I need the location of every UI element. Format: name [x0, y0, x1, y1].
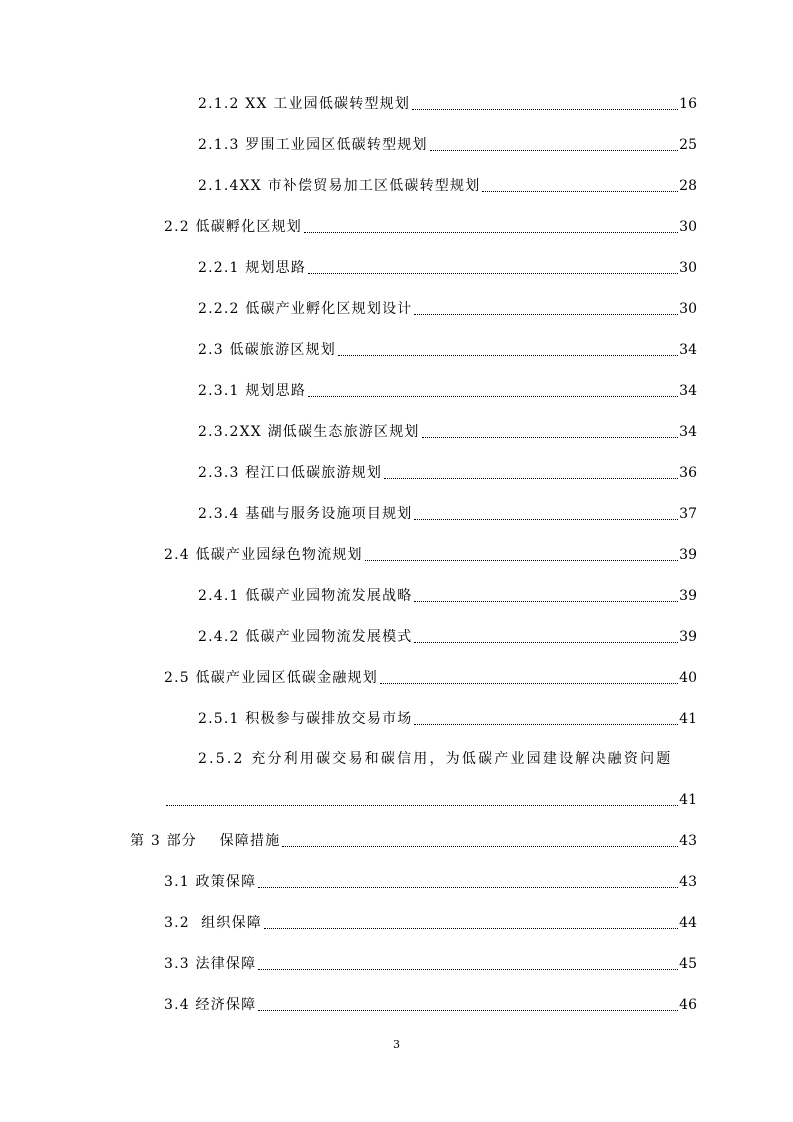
toc-entry-page: 40: [679, 670, 697, 686]
toc-entry-title: 2.3.3 程江口低碳旅游规划: [198, 465, 383, 481]
toc-entry[interactable]: [198, 338, 697, 362]
toc-entry-page: 39: [679, 629, 697, 645]
toc-entry-title: 2.3.1 规划思路: [198, 383, 307, 399]
toc-entry-title: 3.1 政策保障: [164, 874, 257, 890]
dot-leader: [304, 232, 678, 233]
toc-entry-title: 2.2 低碳孵化区规划: [164, 219, 302, 235]
toc-entry-page: 30: [679, 219, 697, 235]
dot-leader: [258, 969, 678, 970]
toc-entry[interactable]: [198, 625, 697, 649]
toc-entry-page: 43: [679, 833, 697, 849]
dot-leader: [365, 560, 678, 561]
toc-entry-title: 2.3.4 基础与服务设施项目规划: [198, 506, 413, 522]
toc-entry-title: 2.2.1 规划思路: [198, 260, 307, 276]
toc-entry[interactable]: [198, 461, 697, 485]
dot-leader: [414, 601, 678, 602]
toc-entry-title: 2.3 低碳旅游区规划: [198, 342, 336, 358]
toc-entry[interactable]: [198, 420, 697, 444]
toc-entry-page: 34: [679, 424, 697, 440]
dot-leader: [414, 724, 678, 725]
dot-leader: [430, 150, 679, 151]
dot-leader: [338, 355, 678, 356]
toc-entry-title: 2.3.2XX 湖低碳生态旅游区规划: [198, 424, 420, 440]
toc-entry-title: 2.1.2 XX 工业园低碳转型规划: [198, 96, 411, 112]
toc-entry-page: 28: [679, 178, 697, 194]
dot-leader: [258, 887, 678, 888]
toc-entry[interactable]: [164, 543, 697, 567]
toc-entry[interactable]: [198, 707, 697, 731]
toc-entry-page: 44: [679, 915, 697, 931]
dot-leader: [414, 642, 678, 643]
toc-entry[interactable]: [164, 215, 697, 239]
toc-entry-page: 36: [679, 465, 697, 481]
toc-entry-page: 39: [679, 547, 697, 563]
toc-entry-page: 34: [679, 383, 697, 399]
toc-entry-page: 25: [679, 137, 697, 153]
dot-leader: [264, 928, 678, 929]
toc-entry[interactable]: [198, 297, 697, 321]
toc-entry[interactable]: [198, 584, 697, 608]
toc-entry-title: 2.4.2 低碳产业园物流发展模式: [198, 629, 413, 645]
toc-entry-title: 3.3 法律保障: [164, 956, 257, 972]
dot-leader: [384, 478, 678, 479]
page-number: 3: [393, 1038, 400, 1051]
toc-entry[interactable]: [164, 870, 697, 894]
toc-entry[interactable]: [198, 256, 697, 280]
dot-leader: [412, 109, 678, 110]
toc-entry-title: 2.4 低碳产业园绿色物流规划: [164, 547, 363, 563]
dot-leader: [482, 191, 678, 192]
toc-entry-title: 2.5 低碳产业园区低碳金融规划: [164, 670, 378, 686]
dot-leader: [414, 314, 678, 315]
toc-entry-page: 43: [679, 874, 697, 890]
toc-entry[interactable]: [198, 92, 697, 116]
toc-entry-page: 37: [679, 506, 697, 522]
toc-entry-title: 3.2 组织保障: [164, 915, 262, 931]
toc-entry-page: 16: [679, 96, 697, 112]
toc-entry-title: 2.4.1 低碳产业园物流发展战略: [198, 588, 413, 604]
toc-entry[interactable]: [164, 952, 697, 976]
dot-leader: [166, 805, 678, 806]
dot-leader: [258, 1010, 678, 1011]
toc-entry[interactable]: [198, 379, 697, 403]
toc-entry-page: 30: [679, 301, 697, 317]
toc-entry-title: 2.1.3 罗围工业园区低碳转型规划: [198, 137, 428, 153]
toc-entry-page: 30: [679, 260, 697, 276]
toc-entry[interactable]: [198, 133, 697, 157]
toc-entry-page: 34: [679, 342, 697, 358]
toc-entry-page: 45: [679, 956, 697, 972]
toc-entry-page: 39: [679, 588, 697, 604]
toc-entry[interactable]: [130, 829, 697, 853]
toc-entry-title: 2.2.2 低碳产业孵化区规划设计: [198, 301, 413, 317]
dot-leader: [380, 683, 678, 684]
dot-leader: [308, 273, 678, 274]
toc-entry[interactable]: [164, 666, 697, 690]
toc-entry[interactable]: [198, 502, 697, 526]
toc-entry-title: 2.1.4XX 市补偿贸易加工区低碳转型规划: [198, 178, 481, 194]
toc-entry-page: 46: [679, 997, 697, 1013]
toc-entry-page: 41: [679, 711, 697, 727]
toc-entry[interactable]: [164, 993, 697, 1017]
toc-entry-title: 3.4 经济保障: [164, 997, 257, 1013]
dot-leader: [282, 846, 678, 847]
toc-entry-page: 41: [679, 792, 697, 808]
toc-entry-title: 2.5.2 充分利用碳交易和碳信用，为低碳产业园建设解决融资问题: [198, 751, 673, 767]
dot-leader: [422, 437, 679, 438]
toc-entry[interactable]: [198, 174, 697, 198]
toc-entry-title: 第 3 部分 保障措施: [130, 833, 281, 849]
toc-entry-title: 2.5.1 积极参与碳排放交易市场: [198, 711, 413, 727]
toc-entry-continuation: [164, 788, 697, 812]
dot-leader: [308, 396, 678, 397]
dot-leader: [414, 519, 678, 520]
toc-entry[interactable]: [164, 911, 697, 935]
